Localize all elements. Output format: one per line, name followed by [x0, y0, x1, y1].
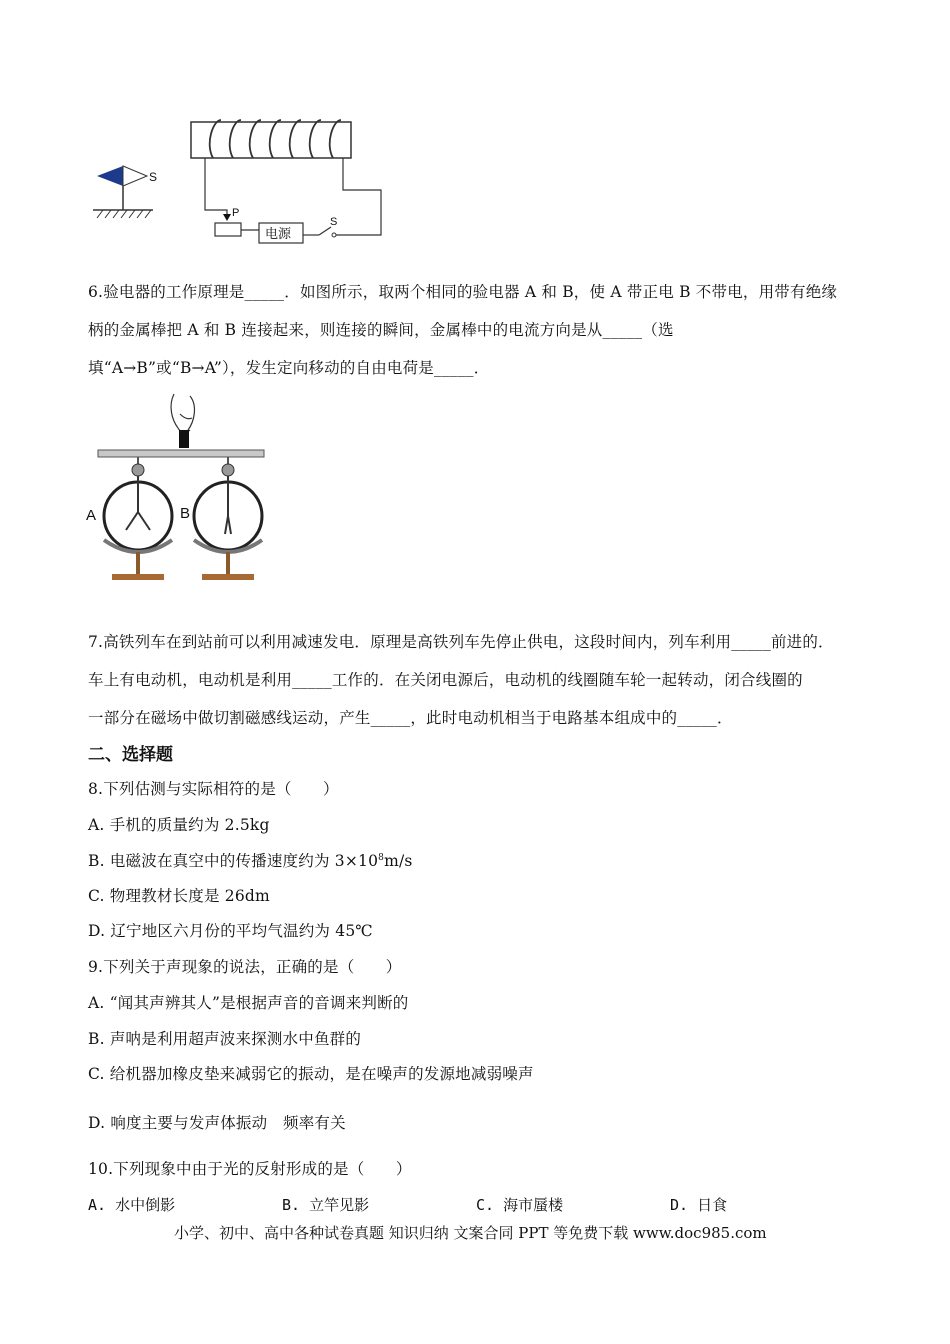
- section-heading: 二、选择题: [88, 745, 173, 765]
- q9-stem: 9.下列关于声现象的说法，正确的是（ ）: [88, 958, 402, 976]
- q8-option-a: A. 手机的质量约为 2.5kg: [88, 816, 270, 834]
- switch-s-label: S: [330, 216, 338, 228]
- q8-option-b: B. 电磁波在真空中的传播速度约为 $3\times 10^8m/s$: [88, 852, 413, 870]
- q6-line-2: 柄的金属棒把 A 和 B 连接起来，则连接的瞬间，金属棒中的电流方向是从_____（选: [88, 321, 674, 339]
- q6-line-3: 填“A→B”或“B→A”），发生定向移动的自由电荷是_____．: [88, 359, 490, 377]
- q8-option-c: C. 物理教材长度是 26dm: [88, 887, 270, 905]
- q8-stem: 8.下列估测与实际相符的是（ ）: [88, 780, 339, 798]
- compass-s-label: S: [149, 170, 158, 184]
- q10-option-a: A. 水中倒影: [88, 1196, 176, 1214]
- q7-line-2: 车上有电动机，电动机是利用_____工作的．在关闭电源后，电动机的线圈随车轮一起转动，闭合线圈的: [88, 671, 803, 689]
- rheostat-p-label: P: [232, 207, 240, 219]
- q7-line-1: 7.高铁列车在到站前可以利用减速发电．原理是高铁列车先停止供电，这段时间内，列车利用_____前进的．: [88, 633, 834, 651]
- q6-line-1: 6.验电器的工作原理是_____．如图所示，取两个相同的验电器 A 和 B，使 A 带正电 B 不带电，用带有绝缘: [88, 283, 838, 301]
- compass-needle-north: [97, 166, 123, 186]
- hand-icon: [171, 394, 194, 432]
- q8-option-d: D. 辽宁地区六月份的平均气温约为 45℃: [88, 922, 373, 940]
- q7-line-3: 一部分在磁场中做切割磁感线运动，产生_____，此时电动机相当于电路基本组成中的_____．: [88, 709, 733, 727]
- q9-option-d: D. 响度主要与发声体振动 频率有关: [88, 1114, 346, 1132]
- solenoid-circuit-figure: [85, 110, 395, 250]
- electroscope-b-label: B: [180, 505, 191, 522]
- electroscope-figure: [82, 392, 272, 586]
- switch: [319, 227, 331, 235]
- q10-stem: 10.下列现象中由于光的反射形成的是（ ）: [88, 1160, 412, 1178]
- q10-option-d: D. 日食: [670, 1196, 728, 1214]
- q9-option-c: C. 给机器加橡皮垫来减弱它的振动，是在噪声的发源地减弱噪声: [88, 1065, 534, 1083]
- electroscope-a: [104, 457, 172, 580]
- q9-option-a: A. “闻其声辨其人”是根据声音的音调来判断的: [88, 994, 409, 1012]
- metal-rod: [98, 450, 264, 457]
- q10-option-b: B. 立竿见影: [282, 1196, 370, 1214]
- electroscope-b: [194, 457, 262, 580]
- rheostat: [215, 223, 241, 236]
- compass-needle-south: [123, 166, 147, 186]
- q10-option-c: C. 海市蜃楼: [476, 1196, 564, 1214]
- power-source-label: 电源: [265, 226, 292, 241]
- footer-text: 小学、初中、高中各种试卷真题 知识归纳 文案合同 PPT 等免费下载 www.doc985.com: [174, 1224, 767, 1242]
- electroscope-a-label: A: [86, 507, 97, 524]
- q9-option-b: B. 声呐是利用超声波来探测水中鱼群的: [88, 1030, 362, 1048]
